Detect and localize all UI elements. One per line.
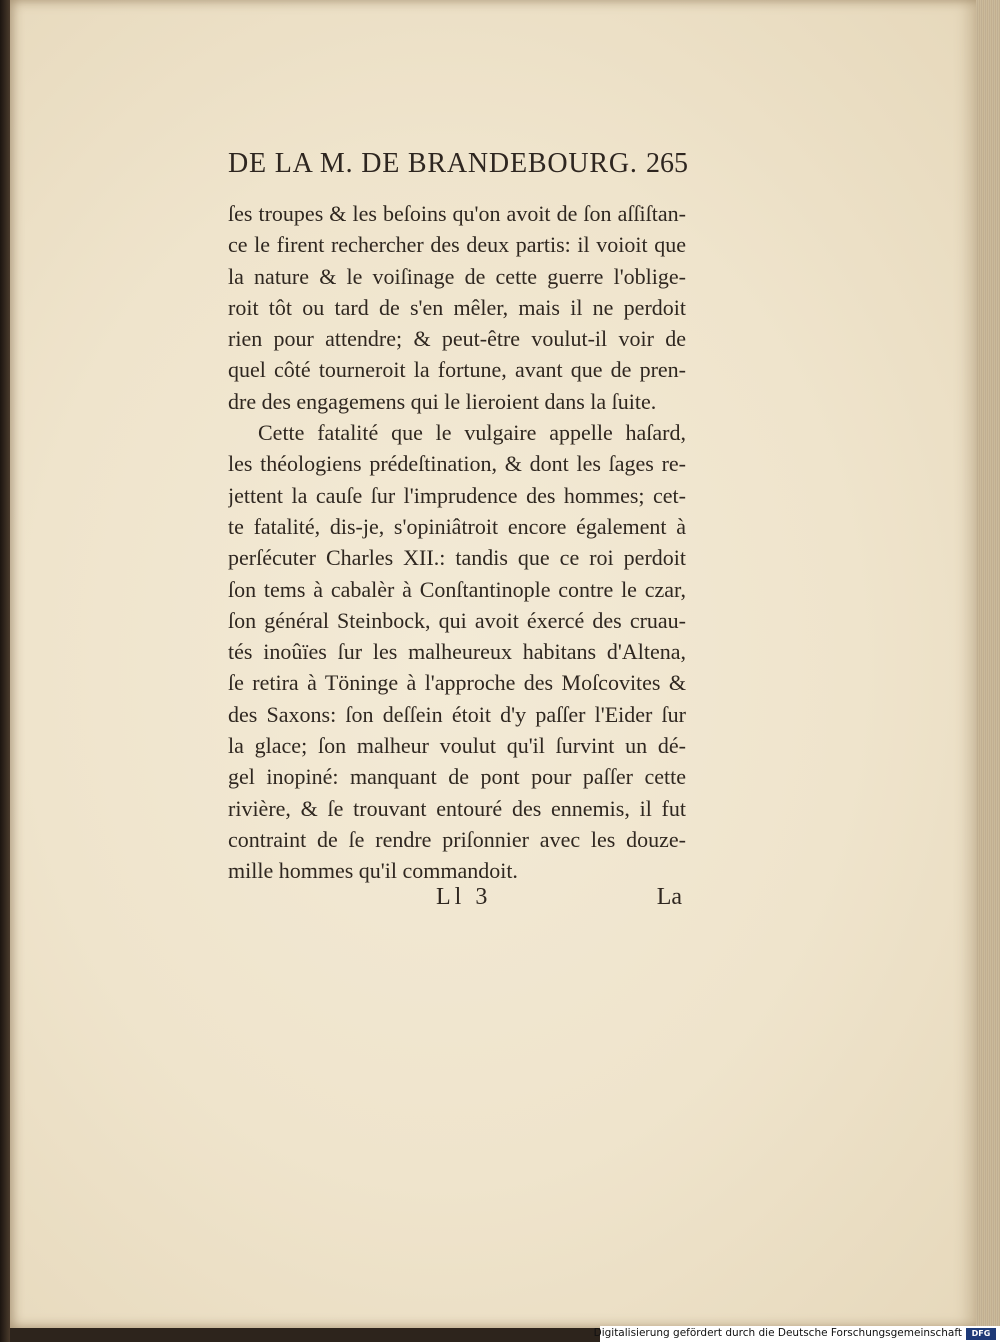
text-line: ſe retira à Töninge à l'approche des Moſcovites & (228, 670, 686, 696)
body-text (228, 198, 686, 887)
text-line: ſon tems à cabalèr à Conſtantinople contre le czar, (228, 576, 686, 602)
catchword: La (656, 884, 682, 910)
text-line: la glace; ſon malheur voulut qu'il ſurvint un dé- (228, 733, 686, 759)
text-line: ſes troupes & les beſoins qu'on avoit de ſon aſſiſtan- (228, 201, 686, 226)
spine-shadow (0, 0, 10, 1342)
text-line: les théologiens prédeſtination, & dont les ſages re- (228, 451, 686, 477)
dfg-logo-icon: DFG (966, 1328, 996, 1340)
text-line: Cette fatalité que le vulgaire appelle haſard, (258, 420, 686, 446)
text-line: ſon général Steinbock, qui avoit éxercé des cruau- (228, 607, 686, 633)
text-line: perſécuter Charles XII.: tandis que ce roi perdoit (228, 545, 686, 571)
text-line: jettent la cauſe ſur l'imprudence des hommes; cet- (228, 482, 686, 508)
text-line: gel inopiné: manquant de pont pour paſſer cette (228, 764, 686, 790)
text-line: rivière, & ſe trouvant entouré des ennemis, il fut (228, 795, 686, 821)
page-header (228, 148, 688, 188)
text-line: contraint de ſe rendre priſonnier avec les douze- (228, 826, 686, 852)
text-line: dre des engagemens qui le lieroient dans la ſuite. (228, 388, 657, 414)
text-line: ce le firent rechercher des deux partis: il voioit que (228, 232, 686, 258)
page-number: 265 (646, 148, 688, 179)
page-footer (228, 884, 686, 918)
credit-text: Digitalisierung gefördert durch die Deutsche Forschungsgemeinschaft (593, 1327, 962, 1339)
text-line: rien pour attendre; & peut-être voulut-il voir de (228, 326, 686, 352)
running-head: DE LA M. DE BRANDEBOURG. (228, 148, 638, 179)
text-line: tés inoûïes ſur les malheureux habitans d'Altena, (228, 639, 686, 665)
text-line: mille hommes qu'il commandoit. (228, 858, 518, 884)
text-line: te fatalité, dis-je, s'opiniâtroit encore également à (228, 513, 686, 539)
signature-mark: Ll 3 (436, 884, 492, 910)
digitization-credit-bar (593, 1326, 1000, 1342)
text-line: quel côté tourneroit la fortune, avant que de pren- (228, 357, 686, 383)
text-line: roit tôt ou tard de s'en mêler, mais il ne perdoit (228, 294, 686, 320)
text-line: la nature & le voiſinage de cette guerre l'oblige- (228, 263, 686, 289)
text-line: des Saxons: ſon deſſein étoit d'y paſſer l'Eider ſur (228, 701, 686, 727)
